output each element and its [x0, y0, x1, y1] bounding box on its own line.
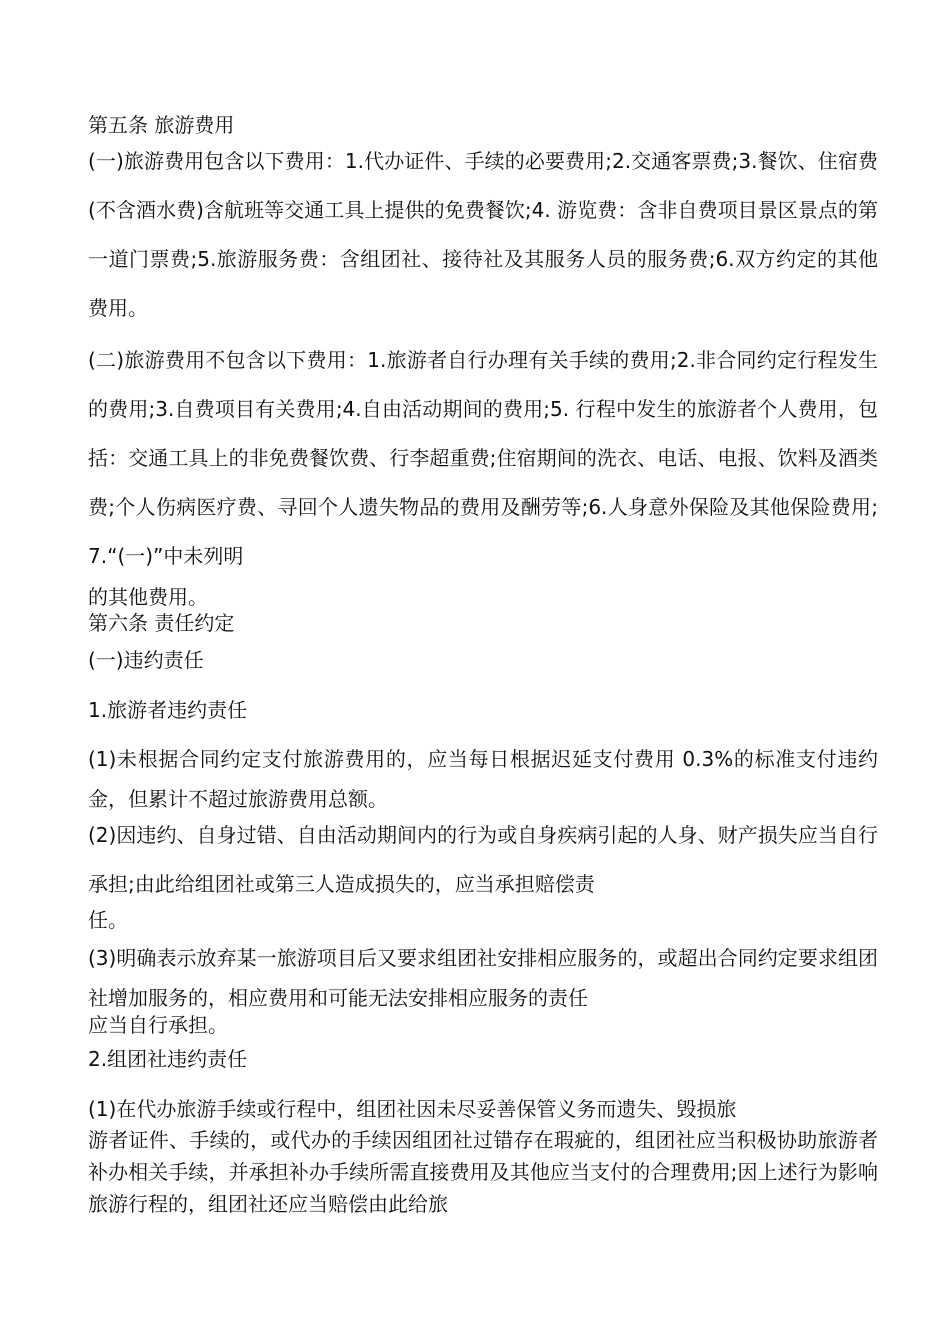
- article-6-heading: 第六条 责任约定: [88, 611, 235, 635]
- section-1-heading: (一)违约责任: [88, 648, 204, 672]
- article-5-clause-2-tail: 的其他费用。: [88, 585, 208, 609]
- clause-6-1-3: (3)明确表示放弃某一旅游项目后又要求组团社安排相应服务的，或超出合同约定要求组团社增加服务的，相应费用和可能无法安排相应服务的责任: [88, 946, 878, 1010]
- subsection-2-heading: 2.组团社违约责任: [88, 1047, 248, 1071]
- subsection-1-heading: 1.旅游者违约责任: [88, 698, 248, 722]
- clause-6-1-2-tail: 任。: [88, 908, 128, 932]
- clause-6-2-1-body: 游者证件、手续的，或代办的手续因组团社过错存在瑕疵的，组团社应当积极协助旅游者补办相关手续，并承担补办手续所需直接费用及其他应当支付的合理费用;因上述行为影响旅游行程的，组团社还应当赔偿由此给旅: [88, 1128, 878, 1216]
- article-5-clause-1: (一)旅游费用包含以下费用：1.代办证件、手续的必要费用;2.交通客票费;3.餐饮、住宿费(不含酒水费)含航班等交通工具上提供的免费餐饮;4. 游览费：含非自费项目景区景点的第一道门票费;5.旅游服务费：含组团社、接待社及其服务人员的服务费;6.双方约定的其他费用。: [88, 149, 878, 320]
- article-5-clause-2: (二)旅游费用不包含以下费用：1.旅游者自行办理有关手续的费用;2.非合同约定行程发生的费用;3.自费项目有关费用;4.自由活动期间的费用;5. 行程中发生的旅游者个人费用，包括：交通工具上的非免费餐饮费、行李超重费;住宿期间的洗衣、电话、电报、饮料及酒类费;个人伤病医疗费、寻回个人遗失物品的费用及酬劳等;6.人身意外保险及其他保险费用;7.“(一)”中未列明: [88, 348, 878, 568]
- clause-6-1-1: (1)未根据合同约定支付旅游费用的，应当每日根据迟延支付费用 0.3%的标准支付违约金，但累计不超过旅游费用总额。: [88, 747, 878, 811]
- article-5-heading: 第五条 旅游费用: [88, 113, 235, 137]
- clause-6-1-2: (2)因违约、自身过错、自由活动期间内的行为或自身疾病引起的人身、财产损失应当自行承担;由此给组团社或第三人造成损失的，应当承担赔偿责: [88, 823, 878, 896]
- clause-6-2-1-start: (1)在代办旅游手续或行程中，组团社因未尽妥善保管义务而遗失、毁损旅: [88, 1097, 737, 1121]
- clause-6-1-3-tail: 应当自行承担。: [88, 1013, 228, 1037]
